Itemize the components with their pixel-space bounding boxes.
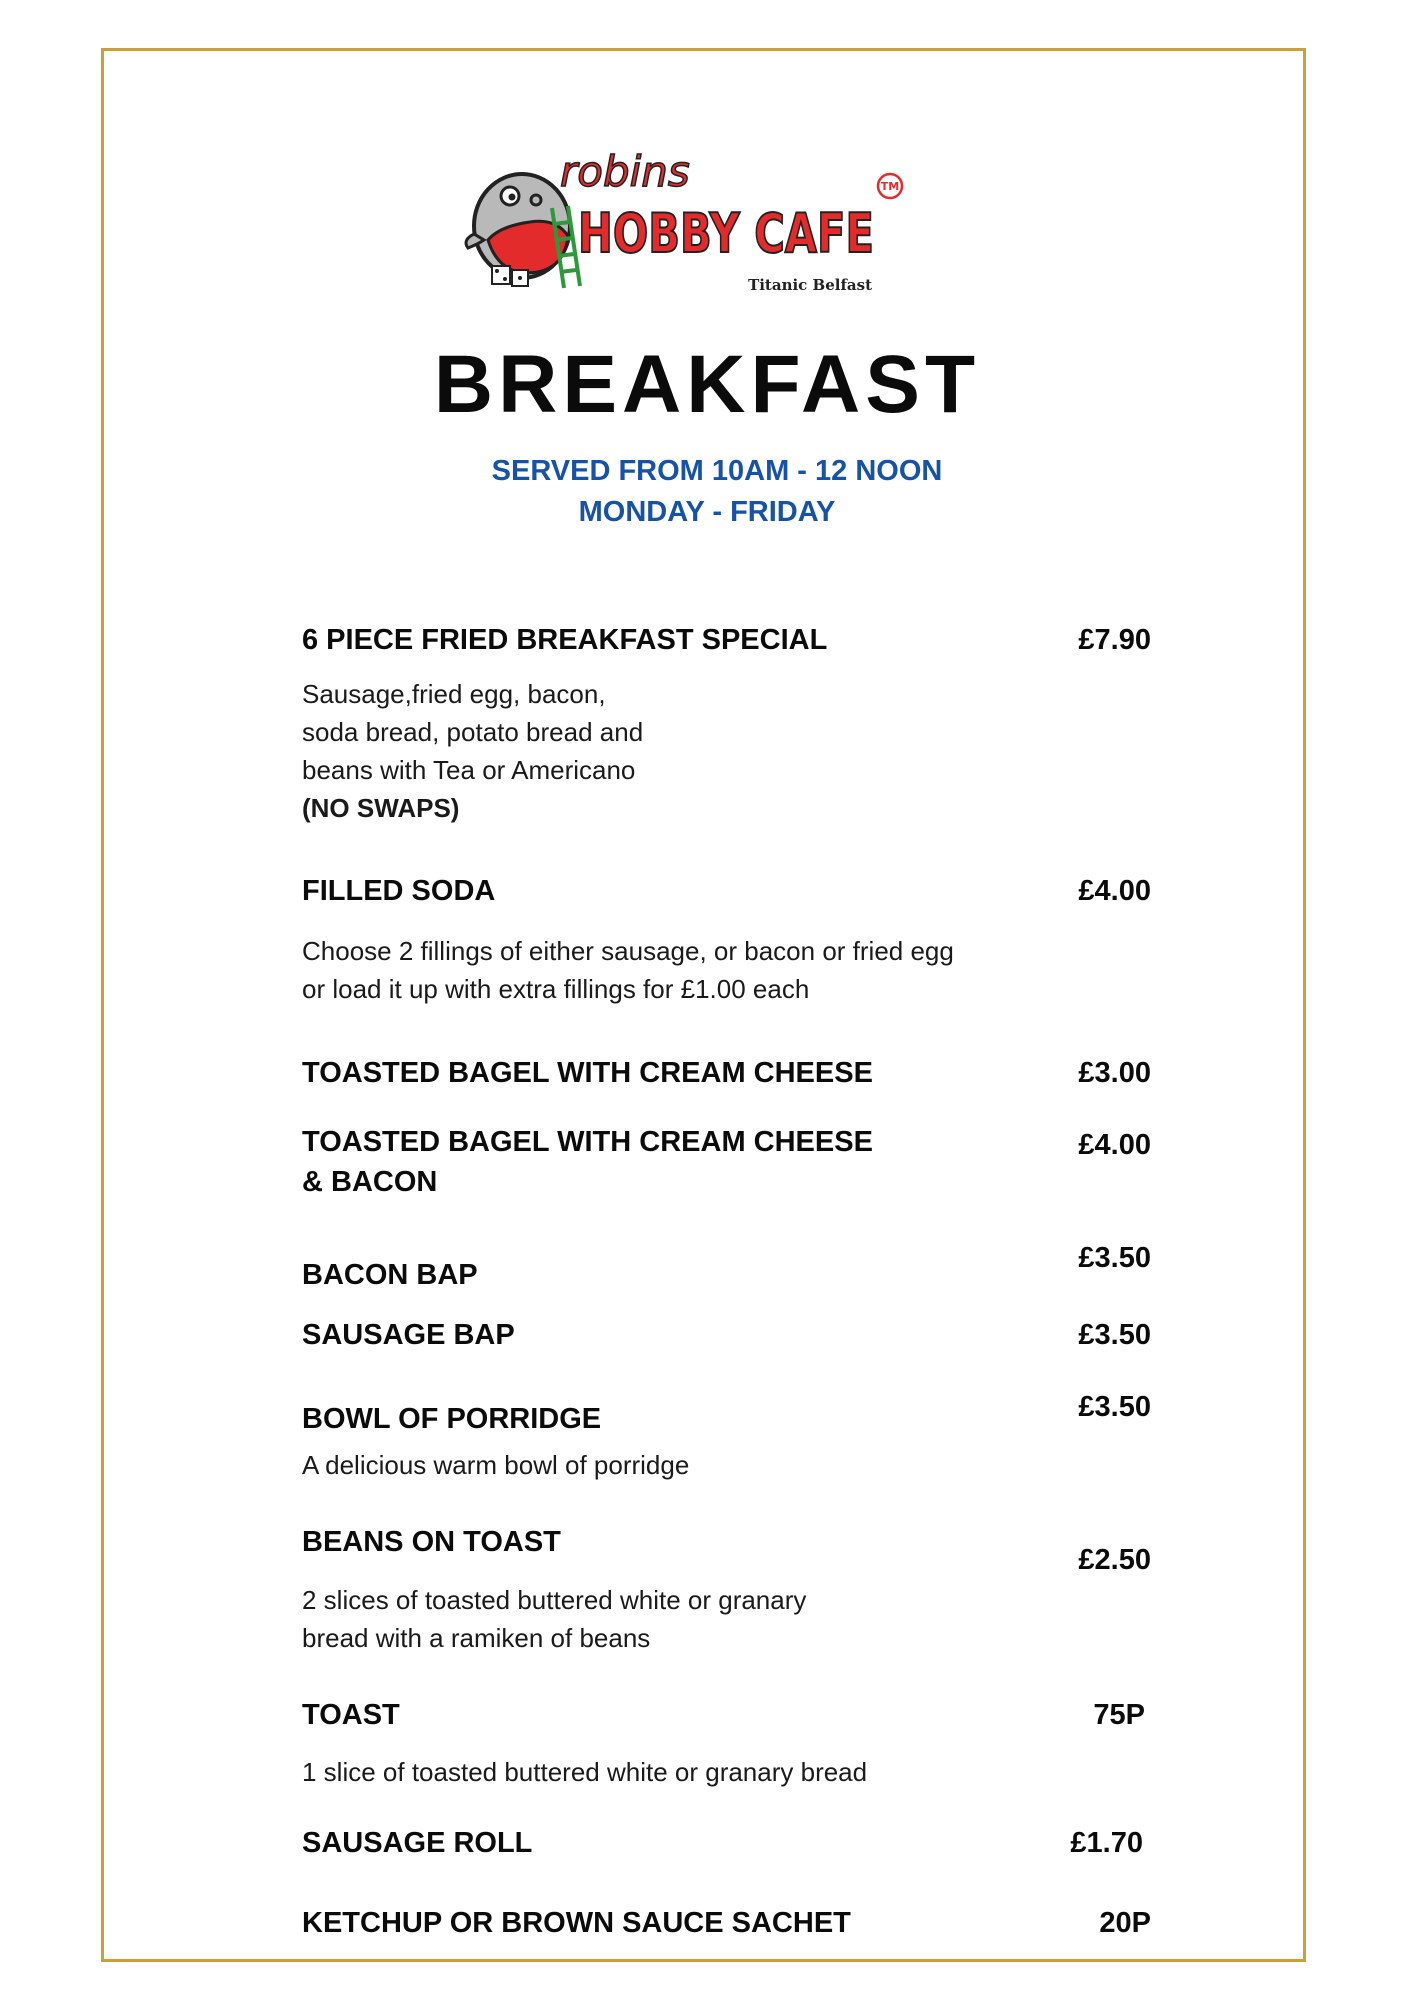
menu-item-price: 75P [1093,1699,1145,1731]
menu-item-name: SAUSAGE ROLL [302,1827,533,1859]
menu-item-price: £3.50 [1078,1391,1151,1423]
no-swaps-note: (NO SWAPS) [302,793,460,823]
menu-item-description: 1 slice of toasted buttered white or granary bread [302,1757,868,1787]
served-hours: SERVED FROM 10AM - 12 NOON [491,455,943,487]
menu-item-name: TOASTED BAGEL WITH CREAM CHEESE & BACON [302,1126,873,1198]
menu-item-price: £4.00 [1078,1129,1151,1161]
menu-item-description: Choose 2 fillings of either sausage, or bacon or fried egg or load it up with extra fillings for £1.00 each [302,936,954,1004]
menu-item-price: £3.50 [1078,1319,1151,1351]
menu-item-name: TOAST [302,1699,400,1731]
logo-word-robins: robins [560,147,690,196]
menu-item-price: £2.50 [1078,1544,1151,1576]
page-title: BREAKFAST [433,339,981,430]
logo-word-hobby-cafe: HOBBY CAFE [578,202,874,265]
menu-item-price: £3.00 [1078,1057,1151,1089]
menu-item-name: 6 PIECE FRIED BREAKFAST SPECIAL [302,624,828,656]
menu-item-description: 2 slices of toasted buttered white or granary bread with a ramiken of beans [302,1585,807,1653]
menu-item-description: Sausage,fried egg, bacon, soda bread, potato bread and beans with Tea or Americano (NO SWAPS) [302,679,644,823]
menu-item-price: £1.70 [1070,1827,1143,1859]
menu-item-price: £4.00 [1078,875,1151,907]
menu-item-name: FILLED SODA [302,875,496,907]
menu-item-name: BACON BAP [302,1259,478,1291]
logo-trademark: TM [880,180,900,193]
menu-item-name: TOASTED BAGEL WITH CREAM CHEESE [302,1057,873,1089]
menu-item-name: BEANS ON TOAST [302,1526,561,1558]
logo-location: Titanic Belfast [748,276,872,294]
robins-hobby-cafe-logo [460,148,920,298]
menu-item-name: BOWL OF PORRIDGE [302,1403,602,1435]
served-days: MONDAY - FRIDAY [578,496,836,528]
menu-item-description: A delicious warm bowl of porridge [302,1450,690,1480]
menu-item-name: KETCHUP OR BROWN SAUCE SACHET [302,1907,851,1939]
menu-item-price: £7.90 [1078,624,1151,656]
menu-item-price: £3.50 [1078,1242,1151,1274]
menu-item-price: 20P [1099,1907,1151,1939]
menu-item-name: SAUSAGE BAP [302,1319,515,1351]
